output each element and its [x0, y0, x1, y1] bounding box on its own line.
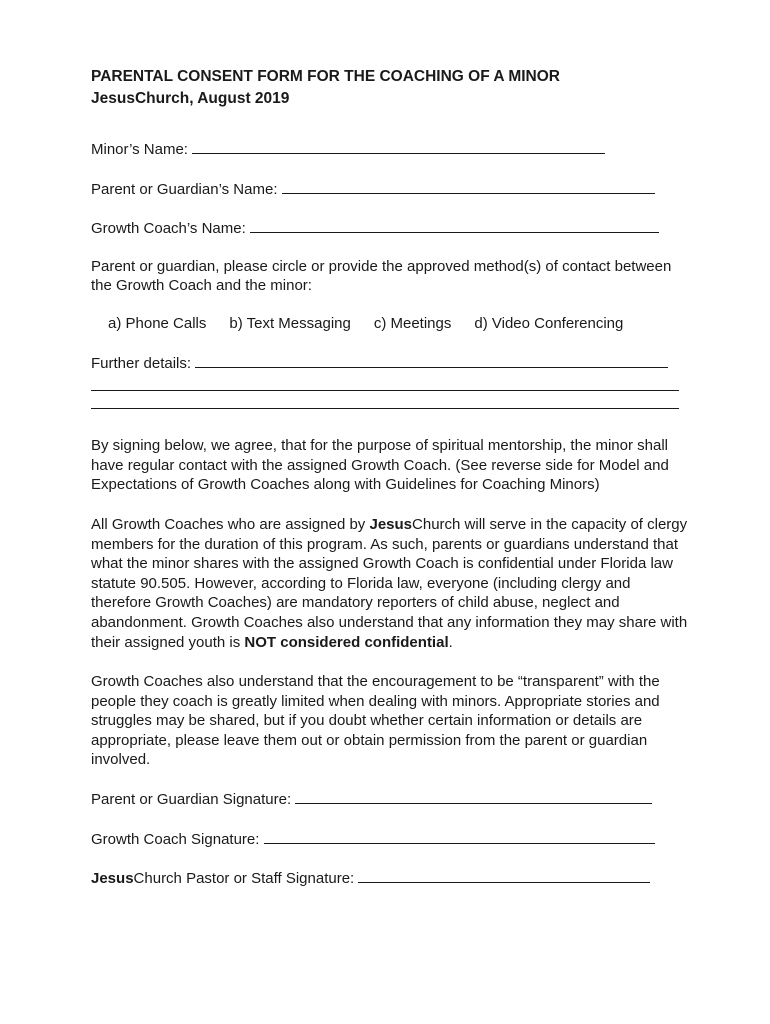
minor-name-line[interactable] [192, 139, 605, 154]
further-details-label: Further details: [91, 354, 192, 372]
parent-name-field[interactable] [91, 179, 691, 200]
coach-signature-line[interactable] [264, 829, 655, 844]
clergy-paragraph [91, 515, 691, 652]
form-subtitle: JesusChurch, August 2019 [91, 90, 290, 107]
coach-name-label: Growth Coach’s Name: [91, 220, 246, 238]
clergy-text-start: All Growth Coaches who are assigned by [91, 515, 370, 533]
jesus-brand-text: Jesus [369, 515, 413, 533]
parent-name-line[interactable] [282, 179, 655, 194]
coach-signature-field[interactable] [91, 829, 691, 850]
contact-prompt: Parent or guardian, please circle or provide the approved method(s) of contact between the Growth Coach and the minor: [91, 257, 672, 295]
coach-name-line[interactable] [250, 218, 659, 233]
staff-signature-line[interactable] [358, 868, 650, 883]
staff-jesus-text: Jesus [91, 870, 134, 888]
contact-options [91, 314, 691, 334]
not-confidential-text: NOT considered confidential [244, 633, 449, 651]
consent-form [91, 66, 691, 889]
form-title: PARENTAL CONSENT FORM FOR THE COACHING OF A MINOR [91, 68, 561, 85]
minor-name-label: Minor’s Name: [91, 141, 188, 158]
staff-signature-label: Church Pastor or Staff Signature: [133, 870, 355, 888]
option-phone-calls[interactable]: a) Phone Calls [108, 314, 207, 332]
option-text-messaging[interactable]: b) Text Messaging [229, 314, 351, 332]
further-details-line-2[interactable] [91, 373, 679, 391]
option-meetings[interactable]: c) Meetings [373, 314, 452, 332]
clergy-text-middle: Church will serve in the capacity of clergy members for the duration of this program. As such, parents or guardians understand that what the minor shares with the assigned Growth Coach is confidential under Florida law statute 90.505. However, according to Florida law, everyone (including clergy and therefore Growth Coaches) are mandatory reporters of child abuse, neglect and abandonment. Growth Coaches also understand that any information they may share with their assigned youth is [91, 515, 688, 651]
parent-signature-line[interactable] [295, 789, 652, 804]
coach-signature-label: Growth Coach Signature: [91, 830, 260, 848]
parent-name-label: Parent or Guardian’s Name: [91, 180, 278, 198]
further-details-line-3[interactable] [91, 391, 679, 409]
further-details-field[interactable] [91, 353, 691, 374]
agreement-paragraph: By signing below, we agree, that for the purpose of spiritual mentorship, the minor shall have regular contact with the assigned Growth Coach. (See reverse side for Model and Expectations of Growth Coaches along with Guidelines for Coaching Minors) [91, 437, 669, 494]
coach-name-field[interactable] [91, 218, 691, 239]
parent-signature-label: Parent or Guardian Signature: [91, 791, 292, 809]
transparency-paragraph: Growth Coaches also understand that the encouragement to be “transparent” with the people they coach is greatly limited when dealing with minors. Appropriate stories and struggles may be shared, but if you doubt whether certain information or details are appropriate, please leave them out or obtain permission from the parent or guardian involved. [91, 673, 660, 769]
staff-signature-field[interactable] [91, 868, 691, 889]
minor-name-field[interactable] [91, 139, 691, 160]
option-video-conferencing[interactable]: d) Video Conferencing [474, 314, 624, 332]
further-details-line-1[interactable] [195, 353, 668, 368]
clergy-text-end: . [448, 633, 453, 651]
parent-signature-field[interactable] [91, 789, 691, 810]
